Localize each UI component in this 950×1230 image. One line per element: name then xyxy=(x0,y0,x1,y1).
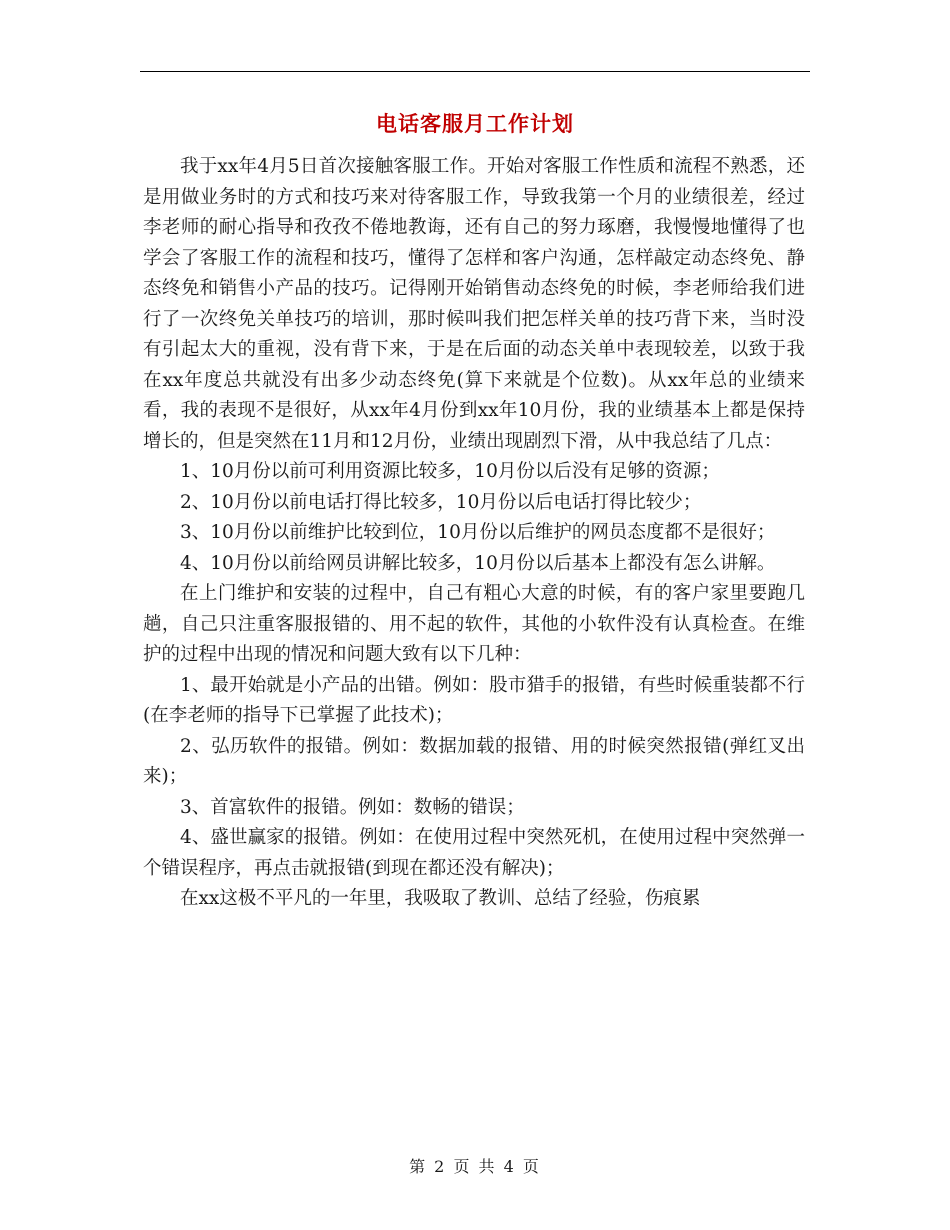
list-item: 4、盛世赢家的报错。例如：在使用过程中突然死机，在使用过程中突然弹一个错误程序，再点击就报错(到现在都还没有解决)； xyxy=(143,827,805,879)
list-item: 3、首富软件的报错。例如：数畅的错误； xyxy=(180,796,525,818)
document-title: 电话客服月工作计划 xyxy=(376,111,574,136)
page-number-footer: 第 2 页 共 4 页 xyxy=(409,1157,541,1176)
paragraph: 在上门维护和安装的过程中，自己有粗心大意的时候，有的客户家里要跑几趟，自己只注重客服报错的、用不起的软件，其他的小软件没有认真检查。在维护的过程中出现的情况和问题大致有以下几种： xyxy=(143,583,805,665)
paragraph: 我于xx年4月5日首次接触客服工作。开始对客服工作性质和流程不熟悉，还是用做业务时的方式和技巧来对待客服工作，导致我第一个月的业绩很差，经过李老师的耐心指导和孜孜不倦地教诲，还有自己的努力琢磨，我慢慢地懂得了也学会了客服工作的流程和技巧，懂得了怎样和客户沟通，怎样敲定动态终免、静态终免和销售小产品的技巧。记得刚开始销售动态终免的时候，李老师给我们进行了一次终免关单技巧的培训，那时候叫我们把怎样关单的技巧背下来，当时没有引起太大的重视，没有背下来，于是在后面的动态关单中表现较差，以致于我在xx年度总共就没有出多少动态终免(算下来就是个位数)。从xx年总的业绩来看，我的表现不是很好，从xx年4月份到xx年10月份，我的业绩基本上都是保持增长的，但是突然在11月和12月份，业绩出现剧烈下滑，从中我总结了几点： xyxy=(143,156,805,452)
list-item: 3、10月份以前维护比较到位，10月份以后维护的网员态度都不是很好； xyxy=(180,522,776,543)
list-item: 4、10月份以前给网员讲解比较多，10月份以后基本上都没有怎么讲解。 xyxy=(180,552,776,574)
list-item: 2、弘历软件的报错。例如：数据加载的报错、用的时候突然报错(弹红叉出来)； xyxy=(143,735,805,787)
document-body xyxy=(143,152,805,915)
list-item: 1、最开始就是小产品的出错。例如：股市猎手的报错，有些时候重装都不行(在李老师的指导下已掌握了此技术)； xyxy=(143,674,805,726)
list-item: 2、10月份以前电话打得比较多，10月份以后电话打得比较少； xyxy=(180,491,702,513)
header-rule xyxy=(140,71,810,72)
list-item: 1、10月份以前可利用资源比较多，10月份以后没有足够的资源； xyxy=(180,461,720,482)
paragraph: 在xx这极不平凡的一年里，我吸取了教训、总结了经验，伤痕累 xyxy=(180,888,701,909)
